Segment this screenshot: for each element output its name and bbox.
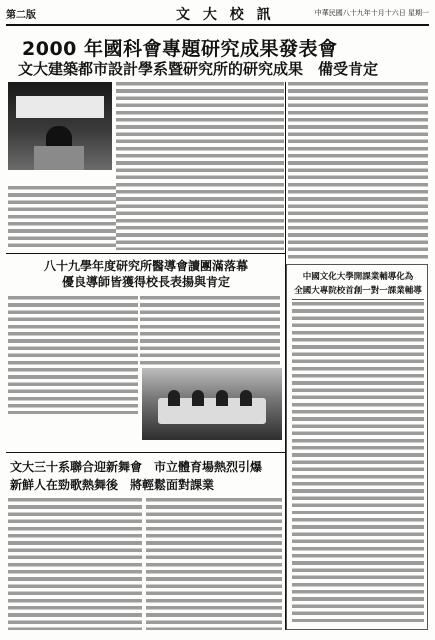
photo-person (240, 390, 252, 406)
article1-body-text-continued (288, 82, 428, 262)
article2-headline-line2: 優良導師皆獲得校長表揚與肯定 (61, 275, 230, 289)
article3-headline-line1: 文大三十系聯合迎新舞會 市立體育場熱烈引爆 (10, 460, 263, 474)
photo-podium (34, 146, 84, 170)
article2-headline (10, 258, 282, 290)
paper-title: 文 大 校 訊 (176, 7, 275, 23)
article1-photo (8, 82, 112, 170)
article1-lead-text (8, 186, 116, 250)
photo-person (192, 390, 204, 406)
sidebar-headline-line2: 全國大專院校首創一對一課業輔導 (292, 284, 424, 300)
article3-body-text-continued (146, 498, 282, 630)
article1-headline: 2000 年國科會專題研究成果發表會 (22, 38, 338, 60)
article2-body-text-continued (140, 296, 280, 366)
photo-person (168, 390, 180, 406)
photo-person (216, 390, 228, 406)
article2-photo (142, 368, 282, 440)
photo-banner (16, 96, 104, 118)
article1-body-text (116, 82, 284, 250)
masthead (6, 4, 429, 26)
article3-headline-line2: 新鮮人在勁歌熱舞後 將輕鬆面對課業 (10, 478, 215, 492)
sidebar-headline-line1: 中國文化大學開課業輔導化為 (302, 272, 414, 282)
section-divider (6, 253, 286, 254)
sidebar-body-text (292, 302, 424, 514)
article1-subheadline: 文大建築都市設計學系暨研究所的研究成果 備受肯定 (18, 60, 379, 78)
edition-label: 第二版 (6, 10, 36, 21)
article3-body-text (8, 498, 142, 630)
issue-date: 中華民國八十九年十月十六日 星期一 (314, 9, 429, 17)
article2-body-text (8, 296, 138, 414)
article2-headline-line1: 八十九學年度研究所醫導會讀團滿落幕 (43, 259, 248, 273)
sidebar-body-text-continued (292, 518, 424, 622)
section-divider (6, 452, 286, 453)
column-divider (285, 82, 286, 630)
